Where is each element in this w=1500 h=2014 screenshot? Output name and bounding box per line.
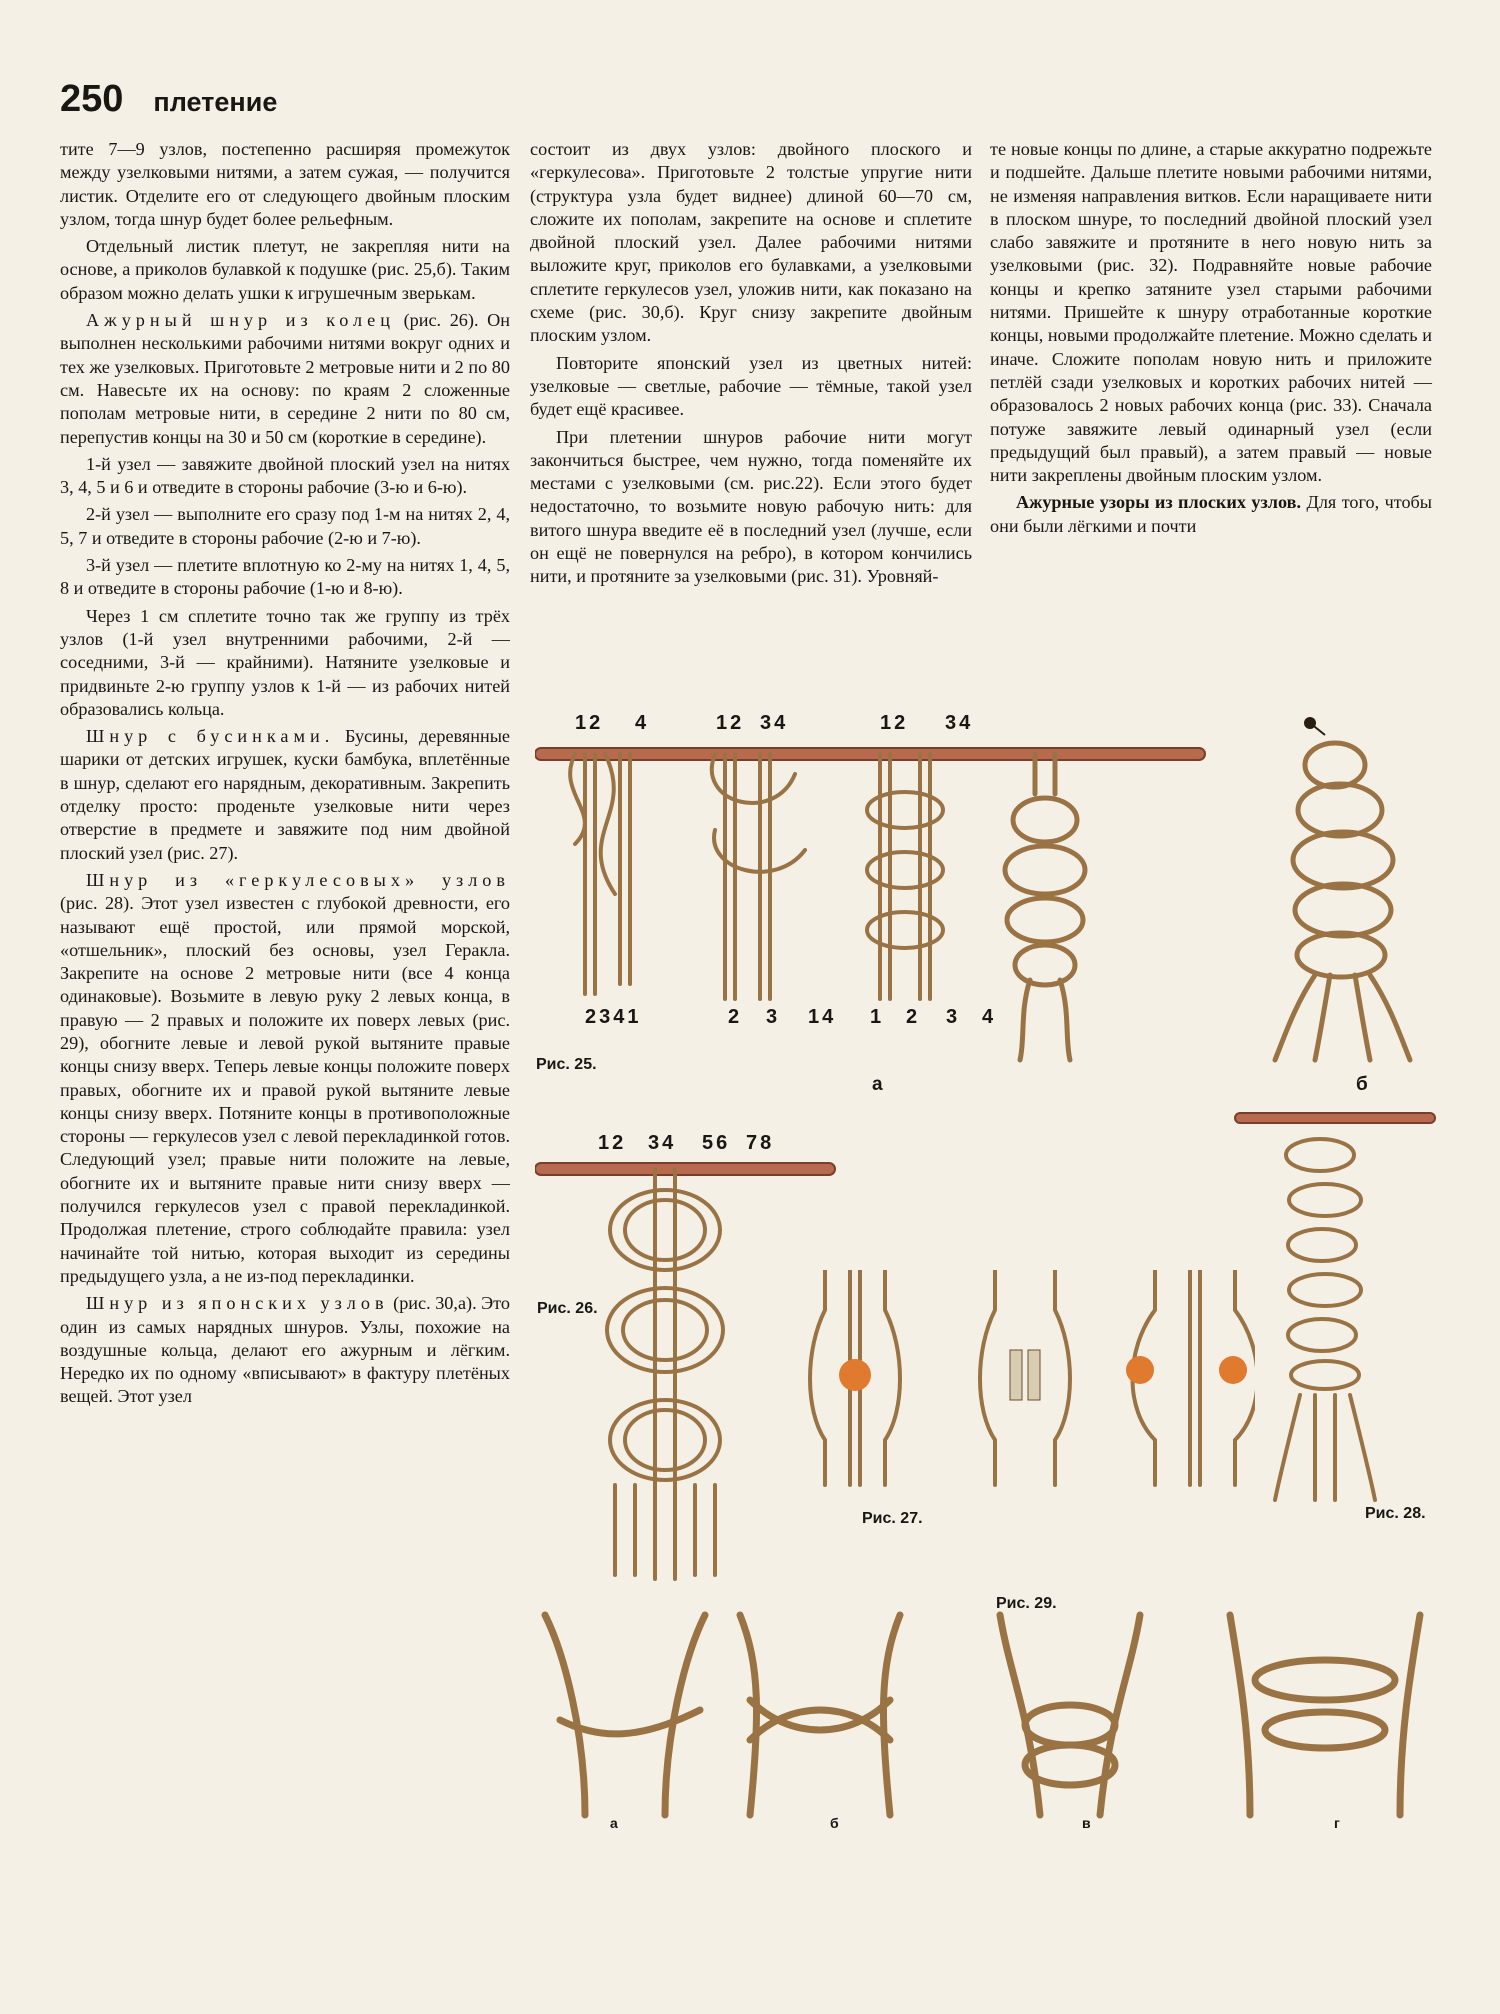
fig25-thread-number: 1 xyxy=(870,1006,885,1028)
fig26-thread-number: 56 xyxy=(702,1132,731,1154)
paragraph-text: Бусины, деревянные шарики от детских игрушек, куски бамбука, вплетённые в шнур, сделают его нарядным, декоративным. Закрепить отделку просто: проденьте узелковые нити через отверстие в предмете и завяжите под ним двойной плоский узел (рис. 27). xyxy=(60,726,510,863)
fig25-thread-number: 2 xyxy=(906,1006,921,1028)
figure-label: г xyxy=(1334,1815,1340,1831)
fig25b-drawing xyxy=(1265,715,1440,1065)
fig25-thread-number: 12 xyxy=(880,712,909,734)
paragraph-text: Для того, чтобы они были лёгкими и почти xyxy=(990,492,1433,536)
run-in-heading: Шнур с бусинками. xyxy=(86,726,335,747)
figure-caption: Рис. 28. xyxy=(1365,1505,1426,1522)
fig29-drawing xyxy=(540,1610,1440,1825)
paragraph xyxy=(60,869,510,1288)
paragraph: Отдельный листик плетут, не закрепляя нити на основе, а приколов булавкой к подушке (рис. 25,б). Таким образом можно делать ушки к игрушечным зверькам. xyxy=(60,236,510,303)
fig25-thread-number: 4 xyxy=(635,712,650,734)
fig25-thread-number: 14 xyxy=(808,1006,837,1028)
fig25-thread-number: 2341 xyxy=(585,1006,642,1028)
page-number: 250 xyxy=(60,78,124,120)
fig25-thread-number: 34 xyxy=(945,712,974,734)
run-in-heading: Шнур из японских узлов xyxy=(86,1293,389,1314)
figure-caption: Рис. 25. xyxy=(536,1056,597,1073)
paragraph xyxy=(60,725,510,865)
paragraph xyxy=(60,1292,510,1408)
fig25-thread-number: 12 xyxy=(716,712,745,734)
fig25-thread-number: 2 xyxy=(728,1006,743,1028)
figure-label: б xyxy=(1356,1074,1368,1095)
paragraph: Повторите японский узел из цветных нитей: узелковые — светлые, рабочие — тёмные, такой узел будет ещё красивее. xyxy=(530,352,972,420)
text-column-3 xyxy=(990,138,1432,542)
fig27-drawing xyxy=(795,1270,1255,1490)
figure-caption: Рис. 27. xyxy=(862,1510,923,1527)
paragraph xyxy=(990,491,1432,538)
figure-label: в xyxy=(1082,1815,1091,1831)
paragraph: Через 1 см сплетите точно так же группу из трёх узлов (1-й узел внутренними рабочими, 2-й — соседними, 3-й — крайними). Натяните узелковые и придвиньте 2-ю группу узлов к 1-й — из рабочих нитей образовались кольца. xyxy=(60,605,510,719)
figure-label: б xyxy=(830,1815,839,1831)
paragraph: тите 7—9 узлов, постепенно расширяя промежуток между узелковыми нитями, а затем сужая, — получится листик. Отделите его от следующего двойным плоским узлом, тогда шнур будет более рельефным. xyxy=(60,139,510,229)
figure-label: а xyxy=(610,1815,618,1831)
fig25a-drawing xyxy=(535,740,1215,1070)
paragraph-text: (рис. 26). Он выполнен несколькими рабочими нитями вокруг одних и тех же узелковых. Приготовьте 2 метровые нити и 2 по 80 см. Навесьте их на основу: по краям 2 сложенные пополам метровые нити, в середине 2 нити по 80 см, перепустив концы на 30 и 50 см (короткие в середине). xyxy=(60,310,510,447)
paragraph-text: (рис. 28). Этот узел известен с глубокой древности, его называют ещё простой, или прямой морской, «отшельник», плоский без основы, узел Геракла. Закрепите на основе 2 метровые нити (все 4 конца одинаковые). Возьмите в левую руку 2 левых конца, в правую — 2 правых и положите их поверх левых (рис. 29), обогните левые и левой рукой вытяните правые концы снизу вверх. Теперь левые концы положите поверх правых, обогните их и правой рукой вытяните левые концы снизу вверх. Потяните концы в противоположные стороны — геркулесов узел с левой перекладинкой готов. Следующий узел; правые нити положите на левые, обогните их и вытяните правые нити снизу вверх — получился геркулесов узел с правой перекладинкой. Продолжая плетение, строго соблюдайте правила: узел начинайте той нитью, которая выходит из середины предыдущего узла, а не из-под перекладинки. xyxy=(60,893,510,1286)
section-title: плетение xyxy=(153,87,278,117)
paragraph xyxy=(60,309,510,449)
fig25-thread-number: 3 xyxy=(946,1006,961,1028)
paragraph: те новые концы по длине, а старые аккуратно подрежьте и подшейте. Дальше плетите новыми рабочими нитями, не изменяя направления витков. Если наращиваете нити в плоском шнуре, то последний двойной плоский узел слабо завяжите и протяните в него новую нить за узелковыми (рис. 32). Подравняйте новые рабочие концы и крепко затяните узел старыми рабочими нитями. Пришейте к шнуру отработанные короткие концы, новыми продолжайте плетение. Можно сделать и иначе. Сложите пополам новую нить и приложите петлёй сзади узелковых и коротких рабочих нитей — образовалось 2 новых рабочих конца (рис. 33). Сначала потуже завяжите левый одинарный узел (если предыдущий был правый), а затем правый — новые нити закреплены двойным плоским узлом. xyxy=(990,139,1432,486)
fig25-thread-number: 34 xyxy=(760,712,789,734)
fig25-thread-number: 3 xyxy=(766,1006,781,1028)
paragraph: 1-й узел — завяжите двойной плоский узел на нитях 3, 4, 5 и 6 и отведите в стороны рабочие (3-ю и 6-ю). xyxy=(60,453,510,498)
run-in-heading: Ажурные узоры из плоских узлов. xyxy=(1016,492,1301,513)
page-header xyxy=(60,78,277,121)
paragraph: состоит из двух узлов: двойного плоского и «геркулесова». Приготовьте 2 толстые упругие нити (структура узла будет виднее) длиной 60—70 см, сложите их пополам, закрепите на основе и сплетите двойной плоский узел. Далее рабочими нитями выложите круг, приколов его булавками, а узелковыми сплетите геркулесов узел, уложив нити, как показано на схеме (рис. 30,б). Круг снизу закрепите двойным плоским узлом. xyxy=(530,139,972,346)
fig26-thread-number: 12 xyxy=(598,1132,627,1154)
fig26-thread-number: 78 xyxy=(746,1132,775,1154)
fig28-drawing xyxy=(1230,1105,1440,1505)
text-column-2 xyxy=(530,138,972,593)
fig26-thread-number: 34 xyxy=(648,1132,677,1154)
paragraph: 2-й узел — выполните его сразу под 1-м на нитях 2, 4, 5, 7 и отведите в стороны рабочие (2-ю и 7-ю). xyxy=(60,504,510,548)
fig25-thread-number: 12 xyxy=(575,712,604,734)
text-column-1 xyxy=(60,138,510,1413)
run-in-heading: Шнур из «геркулесовых» узлов xyxy=(86,869,510,890)
paragraph-text: (рис. 30,а). Это один из самых нарядных шнуров. Узлы, похожие на воздушные кольца, делают его ажурным и лёгким. Нередко их по одному «вписывают» в фактуру плетёных вещей. Этот узел xyxy=(60,1293,510,1407)
paragraph: При плетении шнуров рабочие нити могут закончиться быстрее, чем нужно, тогда поменяйте их местами с узелковыми (см. рис.22). Если этого будет недостаточно, то возьмите новую рабочую нить: для витого шнура введите её в последний узел (лучше, если он ещё не повернулся на ребро), в котором кончились нити, и протяните за узелковыми (рис. 31). Уровняй- xyxy=(530,426,972,587)
figure-caption: Рис. 29. xyxy=(996,1595,1057,1612)
figure-caption: Рис. 26. xyxy=(537,1300,598,1317)
run-in-heading: Ажурный шнур из колец xyxy=(86,310,395,331)
fig25-thread-number: 4 xyxy=(982,1006,997,1028)
paragraph: 3-й узел — плетите вплотную ко 2-му на нитях 1, 4, 5, 8 и отведите в стороны рабочие (1-ю и 8-ю). xyxy=(60,555,510,599)
figure-label: а xyxy=(872,1074,883,1095)
